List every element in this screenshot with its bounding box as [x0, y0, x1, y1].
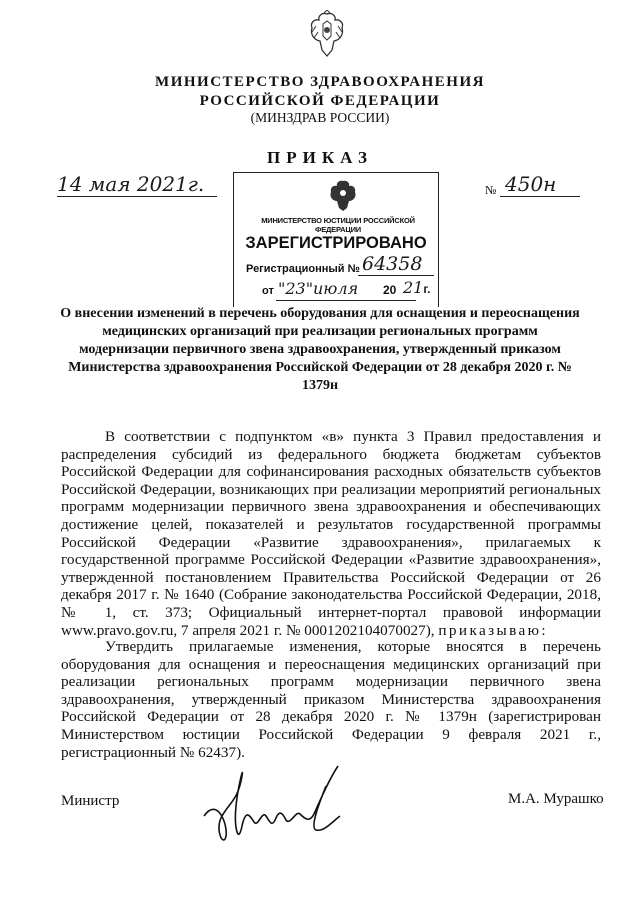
ministry-short-name: (МИНЗДРАВ РОССИИ)	[250, 110, 390, 125]
date-underline	[57, 196, 217, 197]
paragraph-1-text: В соответствии с подпунктом «в» пункта 3 Правил предоставления и распределения субсидий из федерального бюджета бюджетам субъектов Российской Федерации для софинансирования расходных обязательств субъектов Российской Федерации, возникающих при реализации мероприятий региональных программ модернизации первичного звена здравоохранения и обеспечивающих достижение целей, показателей и результатов государственной программы Российской Федерации «Развитие здравоохранения», прилагаемых к государственной программе Российской Федерации «Развитие здравоохранения», утвержденной постановлением Правительства Российской Федерации от 26 декабря 2017 г. № 1640 (Собрание законодательства Российской Федерации, 2018, № 1, ст. 373; Официальный интернет-портал правовой информации www.pravo.gov.ru, 7 апреля 2021 г. № 0001202104070027),	[61, 428, 601, 639]
document-type: ПРИКАЗ	[267, 148, 373, 167]
stamp-month: июля	[313, 279, 359, 298]
order-date: 14 мая 2021г.	[57, 172, 205, 196]
stamp-from-label: от	[262, 285, 274, 297]
stamp-organization: МИНИСТЕРСТВО ЮСТИЦИИ РОССИЙСКОЙ ФЕДЕРАЦИИ	[261, 216, 415, 234]
stamp-registered-label: ЗАРЕГИСТРИРОВАНО	[245, 234, 427, 252]
stamp-day: "23"	[278, 279, 314, 298]
body-paragraph-2: Утвердить прилагаемые изменения, которые вносятся в перечень оборудования для оснащения и переоснащения медицинских организаций при реализации региональных программ модернизации первичного звена здравоохранения, утвержденный приказом Министерства здравоохранения Российской Федерации от 28 декабря 2020 г. № 1379н (зарегистрирован Министерством юстиции Российской Федерации 9 февраля 2021 г., регистрационный № 62437).	[61, 638, 601, 761]
order-word: приказываю:	[438, 621, 549, 639]
ministry-name-line1: МИНИСТЕРСТВО ЗДРАВООХРАНЕНИЯ	[155, 74, 485, 90]
stamp-year-prefix: 20	[383, 283, 397, 297]
stamp-year-suffix	[403, 278, 431, 297]
stamp-year-digits: 21	[403, 278, 424, 297]
signer-name: М.А. Мурашко	[508, 791, 604, 807]
stamp-date-underline	[276, 300, 416, 301]
coat-of-arms-icon	[308, 10, 346, 58]
number-label: №	[485, 183, 497, 197]
document-title: О внесении изменений в перечень оборудования для оснащения и переоснащения медицинских организаций при реализации региональных программ модернизации первичного звена здравоохранения, утвержденный приказом Министерства здравоохранения Российской Федерации от 28 декабря 2020 г. № 1379н	[60, 306, 580, 393]
stamp-emblem-icon	[326, 178, 360, 212]
ministry-name-line2: РОССИЙСКОЙ ФЕДЕРАЦИИ	[199, 93, 441, 109]
stamp-reg-number: 64358	[362, 253, 423, 275]
body-paragraph-1	[61, 428, 601, 639]
stamp-reg-number-label: Регистрационный №	[246, 263, 360, 275]
signer-position: Министр	[61, 793, 120, 809]
stamp-year-end: г.	[423, 282, 431, 296]
number-underline	[500, 196, 580, 197]
order-number: 450н	[505, 172, 557, 196]
stamp-reg-number-underline	[358, 275, 434, 276]
signature-image	[198, 756, 348, 856]
